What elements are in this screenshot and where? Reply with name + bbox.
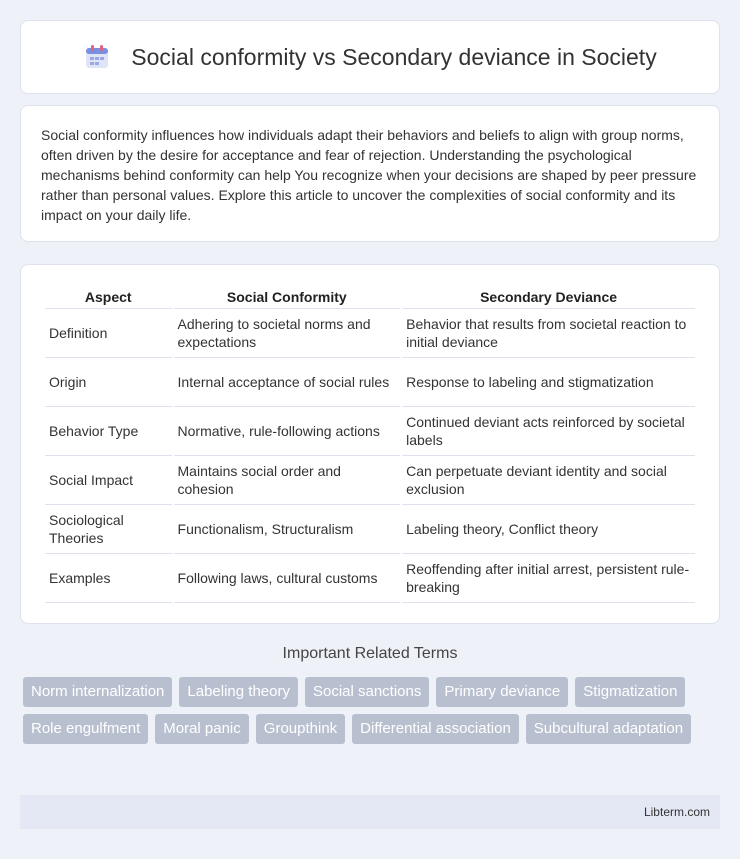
table-row (45, 505, 695, 554)
table-cell: Maintains social order and cohesion (174, 456, 401, 505)
related-terms-list (23, 677, 723, 751)
tag-groupthink[interactable]: Groupthink (256, 714, 345, 744)
table-cell: Behavior Type (45, 407, 172, 456)
table-cell: Functionalism, Structuralism (174, 505, 401, 554)
calendar-icon (83, 43, 111, 71)
table-cell: Adhering to societal norms and expectations (174, 309, 401, 358)
footer-link[interactable]: Libterm.com (643, 805, 710, 819)
header-secondary-deviance: Secondary Deviance (402, 285, 695, 309)
footer (20, 795, 720, 829)
table-cell: Sociological Theories (45, 505, 172, 554)
table-cell: Normative, rule-following actions (174, 407, 401, 456)
table-cell: Following laws, cultural customs (174, 554, 401, 603)
intro-card (20, 105, 720, 242)
table-row (45, 554, 695, 603)
table-cell: Behavior that results from societal reaction to initial deviance (402, 309, 695, 358)
tag-primary-deviance[interactable]: Primary deviance (436, 677, 568, 707)
tag-role-engulfment[interactable]: Role engulfment (23, 714, 148, 744)
header-aspect: Aspect (45, 285, 172, 309)
table-cell: Reoffending after initial arrest, persistent rule-breaking (402, 554, 695, 603)
tag-moral-panic[interactable]: Moral panic (155, 714, 249, 744)
table-cell: Response to labeling and stigmatization (402, 358, 695, 407)
page-title: Social conformity vs Secondary deviance in Society (131, 43, 657, 70)
header-social-conformity: Social Conformity (174, 285, 401, 309)
table-cell: Labeling theory, Conflict theory (402, 505, 695, 554)
table-cell: Continued deviant acts reinforced by societal labels (402, 407, 695, 456)
table-row (45, 309, 695, 358)
tag-stigmatization[interactable]: Stigmatization (575, 677, 685, 707)
table-cell: Examples (45, 554, 172, 603)
table-row (45, 456, 695, 505)
tag-social-sanctions[interactable]: Social sanctions (305, 677, 429, 707)
comparison-card (20, 264, 720, 624)
table-cell: Origin (45, 358, 172, 407)
table-cell: Can perpetuate deviant identity and social exclusion (402, 456, 695, 505)
tag-differential-association[interactable]: Differential association (352, 714, 519, 744)
table-row (45, 407, 695, 456)
intro-text: Social conformity influences how individuals adapt their behaviors and beliefs to align with group norms, often driven by the desire for acceptance and fear of rejection. Understanding the psychological mechanisms behind conformity can help You recognize when your decisions are shaped by peer pressure rather than personal values. Explore this article to uncover the complexities of social conformity and its impact on your daily life. (41, 127, 697, 223)
table-cell: Internal acceptance of social rules (174, 358, 401, 407)
comparison-table (43, 285, 697, 603)
table-header-row (45, 285, 695, 309)
related-terms-title: Important Related Terms (282, 645, 458, 662)
title-card (20, 20, 720, 94)
tag-subcultural-adaptation[interactable]: Subcultural adaptation (526, 714, 691, 744)
tag-labeling-theory[interactable]: Labeling theory (179, 677, 298, 707)
tag-norm-internalization[interactable]: Norm internalization (23, 677, 172, 707)
table-cell: Definition (45, 309, 172, 358)
table-cell: Social Impact (45, 456, 172, 505)
table-row (45, 358, 695, 407)
